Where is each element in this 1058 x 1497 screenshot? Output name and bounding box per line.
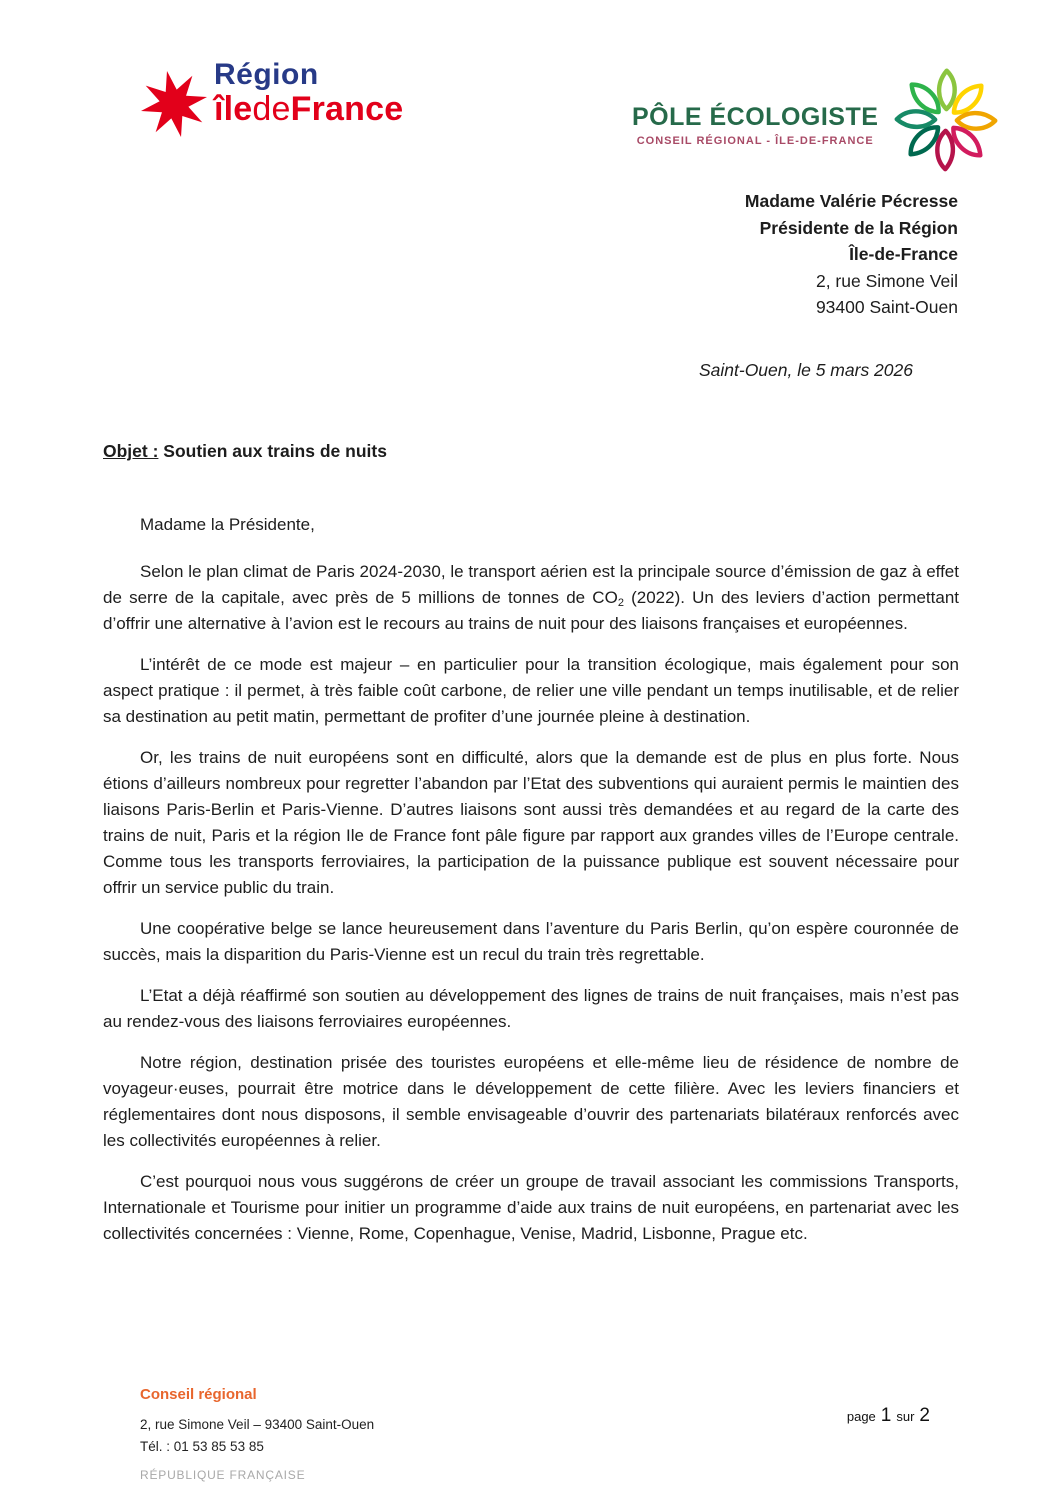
paragraph-1-end: (2022). Un des leviers d’action permettant d’offrir une alternative à l’avion est le recours au trains de nuit pour des liaisons françaises et européennes.: [103, 588, 959, 633]
paragraph-6: Notre région, destination prisée des touristes européens et elle-même lieu de résidence de nombre de voyageur·euses, pourrait être motrice dans le développement de cette filière. Avec les leviers financiers et réglementaires dont nous disposons, il semble envisageable d’ouvrir des partenariats bilatéraux renforcés avec les collectivités européennes à relier.: [103, 1053, 959, 1150]
paragraph-1-start: Selon le plan climat de Paris 2024-2030, le transport aérien est la principale source d’émission de gaz à effet de serre de la capitale, avec près de 5 millions de tonnes de CO: [103, 562, 959, 607]
recipient-region: Île-de-France: [849, 244, 958, 264]
page-total: 2: [919, 1405, 930, 1426]
red-star-icon: [138, 66, 210, 142]
letter-body: [103, 512, 959, 1262]
footer-republique: RÉPUBLIQUE FRANÇAISE: [140, 1468, 306, 1482]
footer-phone: Tél. : 01 53 85 53 85: [140, 1439, 264, 1454]
recipient-name: Madame Valérie Pécresse: [744, 191, 958, 211]
page-number: [847, 1405, 930, 1427]
page-separator: sur: [896, 1409, 915, 1424]
footer-address: 2, rue Simone Veil – 93400 Saint-Ouen: [140, 1417, 375, 1432]
pole-ecologiste-logo: [632, 68, 1010, 182]
page-current: 1: [880, 1405, 892, 1426]
subject-line: [103, 441, 387, 462]
region-idf-wordmark: [214, 60, 403, 126]
paragraph-1: [103, 559, 959, 637]
paragraph-3: Or, les trains de nuit européens sont en difficulté, alors que la demande est de plus en plus forte. Nous étions d’ailleurs nombreux pour regretter l’abandon par l’Etat des subventions qui auraient permis le maintien des liaisons Paris-Berlin et Paris-Vienne. D’autres liaisons sont aussi très demandées et au regard de la carte des trains de nuit, Paris et la région Ile de France font pâle figure par rapport aux grandes villes de l’Europe centrale. Comme tous les transports ferroviaires, la participation de la puissance publique est souvent nécessaire pour offrir un service public du train.: [103, 748, 959, 897]
iledefrance-word: îledeFrance: [214, 90, 404, 128]
paragraph-2: L’intérêt de ce mode est majeur – en particulier pour la transition écologique, mais également pour son aspect pratique : il permet, à très faible coût carbone, de relier une ville pendant un temps inutilisable, et de relier sa destination au petit matin, permettant de profiter d’une journée pleine à destination.: [103, 655, 959, 726]
footer-org: Conseil régional: [140, 1386, 257, 1403]
flower-icon: [882, 54, 1010, 182]
pole-ecologiste-wordmark: [632, 103, 878, 147]
recipient-city: 93400 Saint-Ouen: [815, 297, 958, 317]
paragraph-4: Une coopérative belge se lance heureusement dans l’aventure du Paris Berlin, qu’on espère couronnée de succès, mais la disparition du Paris-Vienne est un recul du train très regrettable.: [103, 919, 959, 964]
region-idf-logo: [138, 60, 403, 142]
co2-subscript: 2: [617, 597, 624, 609]
paragraph-7: C’est pourquoi nous vous suggérons de créer un groupe de travail associant les commissions Transports, Internationale et Tourisme pour initier un programme d’aide aux trains de nuit européens, en partenariat avec les collectivités concernées : Vienne, Rome, Copenhague, Venise, Madrid, Lisbonne, Prague etc.: [103, 1172, 959, 1243]
pole-subtitle: CONSEIL RÉGIONAL - ÎLE-DE-FRANCE: [636, 135, 874, 147]
recipient-title: Présidente de la Région: [759, 217, 958, 238]
subject-label: Objet :: [103, 441, 159, 461]
date-line: Saint-Ouen, le 5 mars 2026: [698, 360, 913, 380]
paragraph-5: L’Etat a déjà réaffirmé son soutien au développement des lignes de trains de nuit françaises, mais n’est pas au rendez-vous des liaisons ferroviaires européennes.: [103, 986, 959, 1031]
recipient-street: 2, rue Simone Veil: [815, 270, 958, 291]
subject-text: Soutien aux trains de nuits: [158, 441, 387, 461]
recipient-address-block: [103, 188, 958, 321]
pole-title: PÔLE ÉCOLOGISTE: [632, 103, 879, 131]
region-word: Région: [214, 58, 319, 91]
salutation: Madame la Présidente,: [140, 515, 315, 534]
footer: [140, 1384, 960, 1486]
page-word: page: [846, 1409, 876, 1424]
